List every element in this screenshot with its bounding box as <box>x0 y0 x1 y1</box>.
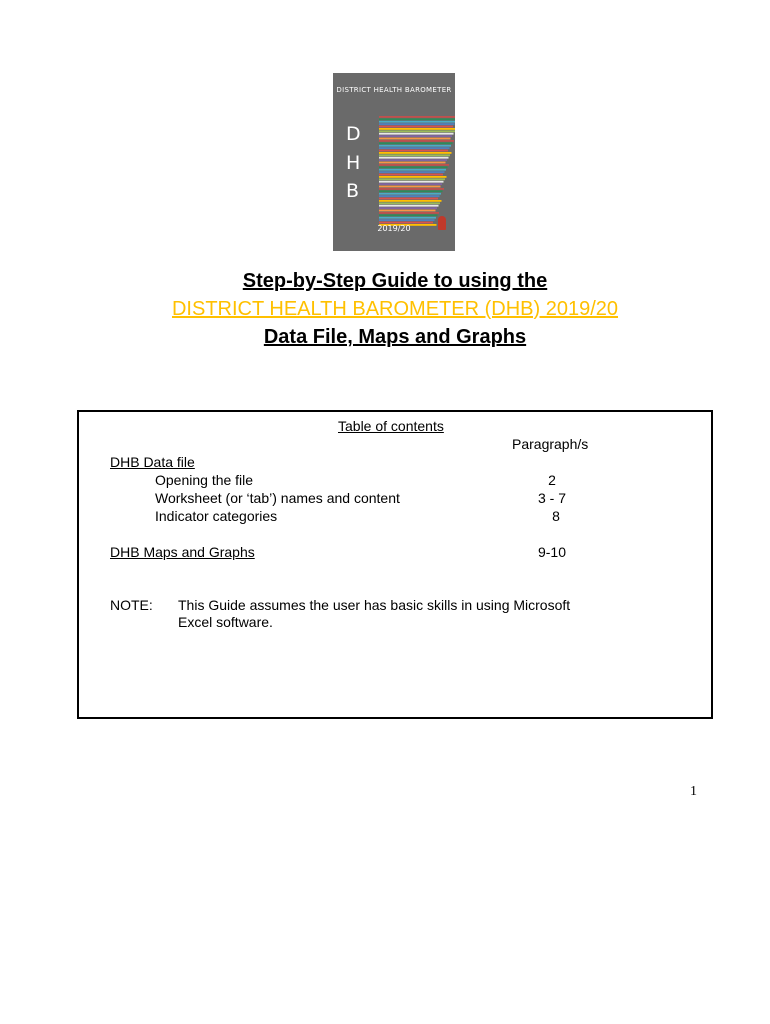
cover-letter-b: B <box>346 180 360 202</box>
cover-bar <box>379 183 442 185</box>
cover-bar <box>379 174 443 176</box>
page-number: 1 <box>690 784 697 799</box>
cover-bar <box>379 130 455 132</box>
note-text: This Guide assumes the user has basic skills in using Microsoft Excel software. <box>178 597 571 630</box>
cover-bar <box>379 157 449 159</box>
cover-bar <box>379 198 438 200</box>
cover-logo-icon <box>438 216 446 230</box>
cover-bar <box>379 133 454 135</box>
cover-bar <box>379 164 449 166</box>
table-of-contents-box <box>77 410 713 719</box>
toc-item: Opening the file <box>155 472 254 488</box>
toc-section-data-file: DHB Data file <box>110 454 195 470</box>
title-line-3: Data File, Maps and Graphs <box>263 326 527 348</box>
cover-bar <box>379 181 444 183</box>
cover-bar <box>379 142 453 144</box>
title-line-1: Step-by-Step Guide to using the <box>242 270 548 292</box>
cover-bar <box>379 212 439 214</box>
cover-bar <box>379 123 455 125</box>
toc-heading: Table of contents <box>338 418 444 434</box>
cover-bar <box>379 171 445 173</box>
cover-bar <box>379 176 447 178</box>
cover-bar <box>379 188 444 190</box>
cover-bar <box>379 214 438 216</box>
cover-bar <box>379 193 441 195</box>
toc-item-para: 8 <box>552 508 560 524</box>
cover-bar <box>379 147 450 149</box>
toc-section-maps-graphs: DHB Maps and Graphs <box>110 544 255 560</box>
toc-column-header: Paragraph/s <box>512 436 589 452</box>
toc-item: Indicator categories <box>155 508 278 524</box>
cover-bar <box>379 138 451 140</box>
cover-bar <box>379 200 442 202</box>
cover-bar <box>379 195 440 197</box>
cover-bar <box>379 145 451 147</box>
cover-bar <box>379 135 452 137</box>
cover-bar <box>379 210 436 212</box>
cover-bar <box>379 154 450 156</box>
cover-bar <box>379 116 455 118</box>
cover-bar <box>379 162 446 164</box>
toc-item: Worksheet (or ‘tab’) names and content <box>155 490 400 506</box>
toc-section-para: 9-10 <box>537 544 567 560</box>
cover-bar <box>379 126 453 128</box>
cover-bar <box>379 186 441 188</box>
cover-bar <box>379 202 440 204</box>
cover-bar <box>379 207 437 209</box>
cover-year: 2019/20 <box>377 224 411 233</box>
cover-letter-d: D <box>346 123 361 145</box>
note-label: NOTE: <box>110 597 153 613</box>
toc-item-para: 2 <box>548 472 556 488</box>
toc-item-para: 3 - 7 <box>537 490 566 506</box>
cover-bar <box>379 205 439 207</box>
cover-image <box>333 73 455 251</box>
cover-bar <box>379 190 443 192</box>
cover-bar <box>379 217 436 219</box>
cover-bar <box>379 169 446 171</box>
cover-header: DISTRICT HEALTH BAROMETER <box>336 86 452 94</box>
cover-bar <box>379 140 454 142</box>
cover-bar <box>379 159 447 161</box>
cover-bar <box>379 178 445 180</box>
title-line-2: DISTRICT HEALTH BAROMETER (DHB) 2019/20 <box>171 298 619 320</box>
cover-bar <box>379 118 455 120</box>
cover-bar <box>379 150 448 152</box>
cover-bar <box>379 152 452 154</box>
cover-bar <box>379 219 435 221</box>
cover-bar <box>379 121 455 123</box>
cover-bar <box>379 128 455 130</box>
cover-letter-h: H <box>346 152 361 174</box>
cover-bar <box>379 166 448 168</box>
